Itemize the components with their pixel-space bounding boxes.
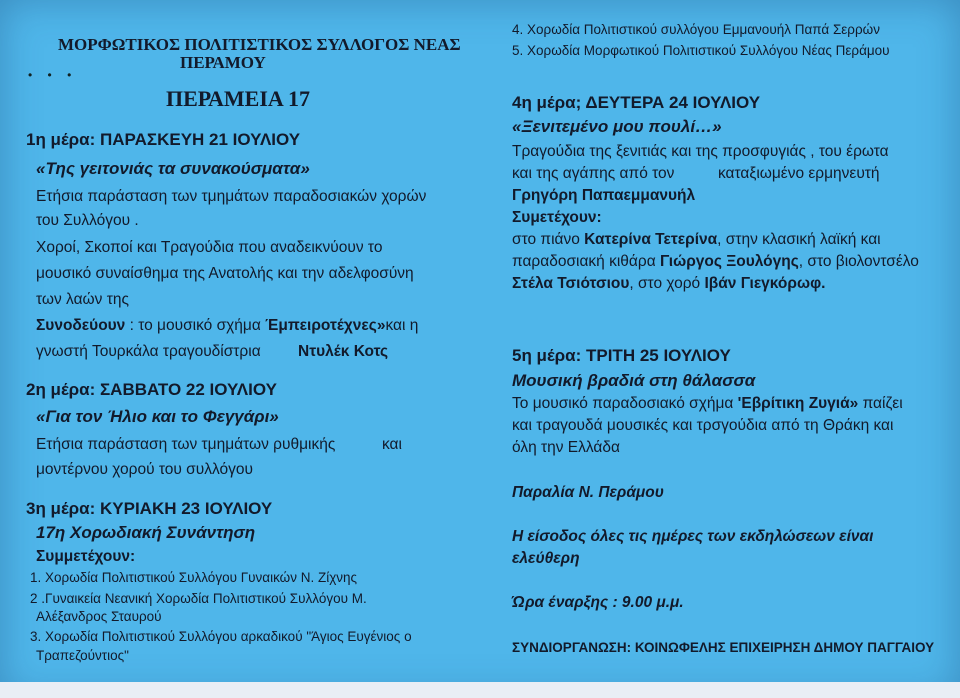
day5-subtitle: Μουσική βραδιά στη θάλασσα	[512, 371, 756, 390]
day2-heading: 2η μέρα: ΣΑΒΒΑΤΟ 22 ΙΟΥΛΙΟΥ	[26, 380, 277, 399]
accompany-end: και η	[385, 317, 419, 334]
singer-name: Ντυλέκ Κοτς	[298, 343, 389, 360]
day2-subtitle: «Για τον Ήλιο και το Φεγγάρι»	[36, 407, 279, 426]
accompany-label: Συνοδεύουν	[36, 317, 126, 334]
day3-subtitle: 17η Χορωδιακή Συνάντηση	[36, 523, 256, 542]
decorative-dots: • • •	[28, 68, 78, 82]
day4-subtitle: «Ξενιτεμένο μου πουλί…»	[512, 117, 722, 136]
day1-text-line: μουσικό συναίσθημα της Ανατολής και την αδελφοσύνη	[36, 265, 414, 282]
day4-participants-label: Συμετέχουν:	[512, 209, 602, 226]
free-entry-line-cont: ελεύθερη	[512, 550, 580, 567]
day5-text: παίζει	[858, 395, 903, 412]
day4-musicians-line	[512, 276, 825, 292]
day5-text-line	[512, 396, 903, 412]
choir-list-item: 5. Χορωδία Μορφωτικού Πολιτιστικού Συλλόγου Νέας Περάμου	[512, 43, 890, 58]
choir-list-item-cont: Τραπεζούντιος"	[36, 648, 129, 663]
day4-musicians-line	[512, 232, 881, 248]
organization-name-line2: ΠΕΡΑΜΟΥ	[180, 53, 266, 72]
venue: Παραλία Ν. Περάμου	[512, 484, 664, 501]
musicians-text: παραδοσιακή κιθάρα	[512, 253, 660, 270]
day1-subtitle: «Της γειτονιάς τα συνακούσματα»	[36, 159, 310, 178]
start-time: Ώρα έναρξης : 9.00 μ.μ.	[512, 594, 684, 611]
musician-name: Στέλα Τσιότσιου	[512, 275, 630, 292]
day1-text-line: Χοροί, Σκοποί και Τραγούδια που αναδεικνύουν το	[36, 239, 383, 256]
musician-name: Κατερίνα Τετερίνα	[584, 231, 718, 248]
day4-musicians-line	[512, 254, 919, 270]
day1-text-line: Ετήσια παράσταση των τμημάτων παραδοσιακών χορών	[36, 188, 427, 205]
event-title: ΠΕΡΑΜΕΙΑ 17	[166, 86, 311, 111]
choir-list-item: 4. Χορωδία Πολιτιστικού συλλόγου Εμμανουήλ Παπά Σερρών	[512, 22, 880, 37]
ensemble-name: Έμπειροτέχνες»	[265, 317, 386, 334]
organization-name-line1: ΜΟΡΦΩΤΙΚΟΣ ΠΟΛΙΤΙΣΤΙΚΟΣ ΣΥΛΛΟΓΟΣ ΝΕΑΣ	[58, 35, 461, 54]
free-entry-line: Η είσοδος όλες τις ημέρες των εκδηλώσεων είναι	[512, 528, 874, 545]
co-organizer: ΣΥΝΔΙΟΡΓΑΝΩΣΗ: ΚΟΙΝΩΦΕΛΗΣ ΕΠΙΧΕΙΡΗΣΗ ΔΗΜΟΥ ΠΑΓΓΑΙΟΥ	[512, 640, 935, 655]
day3-heading: 3η μέρα: ΚΥΡΙΑΚΗ 23 ΙΟΥΛΙΟΥ	[26, 499, 273, 518]
day1-heading: 1η μέρα: ΠΑΡΑΣΚΕΥΗ 21 ΙΟΥΛΙΟΥ	[26, 130, 301, 149]
day5-heading: 5η μέρα: ΤΡΙΤΗ 25 ΙΟΥΛΙΟΥ	[512, 346, 731, 365]
day2-text-line: Ετήσια παράσταση των τμημάτων ρυθμικής	[36, 436, 336, 453]
day1-text-line: των λαών της	[36, 291, 129, 308]
day4-heading: 4η μέρα; ΔΕΥΤΕΡΑ 24 ΙΟΥΛΙΟΥ	[512, 93, 761, 112]
day4-text-line-end: καταξιωμένο ερμηνευτή	[718, 165, 880, 182]
day1-accompaniment-line	[36, 318, 418, 334]
day5-text: Το μουσικό παραδοσιακό σχήμα	[512, 395, 738, 412]
singer-text: γνωστή Τουρκάλα τραγουδίστρια	[36, 343, 261, 360]
performer-name: Γρηγόρη Παπαεμμανυήλ	[512, 187, 696, 204]
day2-text-line: μοντέρνου χορού του συλλόγου	[36, 461, 253, 478]
musicians-text: , στο χορό	[629, 275, 705, 292]
day1-singer-line	[36, 344, 261, 360]
day5-text-line: και τραγουδά μουσικές και τρσγούδια από τη Θράκη και	[512, 417, 894, 434]
day4-text-line: και της αγάπης από τον	[512, 165, 675, 182]
accompany-text: : το μουσικό σχήμα	[125, 317, 266, 334]
musicians-text: , στο βιολοντσέλο	[798, 253, 919, 270]
musician-name: Γιώργος Ξουλόγης	[659, 253, 799, 270]
musician-name: Ιβάν Γιεγκόρωφ.	[704, 275, 826, 292]
day3-participants-label: Συμμετέχουν:	[36, 548, 136, 565]
choir-list-item-cont: Αλέξανδρος Σταυρού	[36, 609, 162, 624]
musicians-text: στο πιάνο	[512, 231, 585, 248]
day5-text-line: όλη την Ελλάδα	[512, 439, 620, 456]
choir-list-item: 1. Χορωδία Πολιτιστικού Συλλόγου Γυναικών Ν. Ζίχνης	[30, 570, 358, 585]
musicians-text: , στην κλασική λαϊκή και	[717, 231, 881, 248]
ensemble-name: 'Εβρίτικη Ζυγιά»	[737, 395, 859, 412]
day1-text-line: του Συλλόγου .	[36, 212, 139, 229]
day2-text-line-end: και	[382, 436, 402, 453]
day4-text-line: Τραγούδια της ξενιτιάς και της προσφυγιάς , του έρωτα	[512, 143, 889, 160]
choir-list-item: 3. Χορωδία Πολιτιστικού Συλλόγου αρκαδικού "Άγιος Ευγένιος ο	[30, 629, 412, 644]
choir-list-item: 2 .Γυναικεία Νεανική Χορωδία Πολιτιστικού Συλλόγου Μ.	[30, 591, 367, 606]
